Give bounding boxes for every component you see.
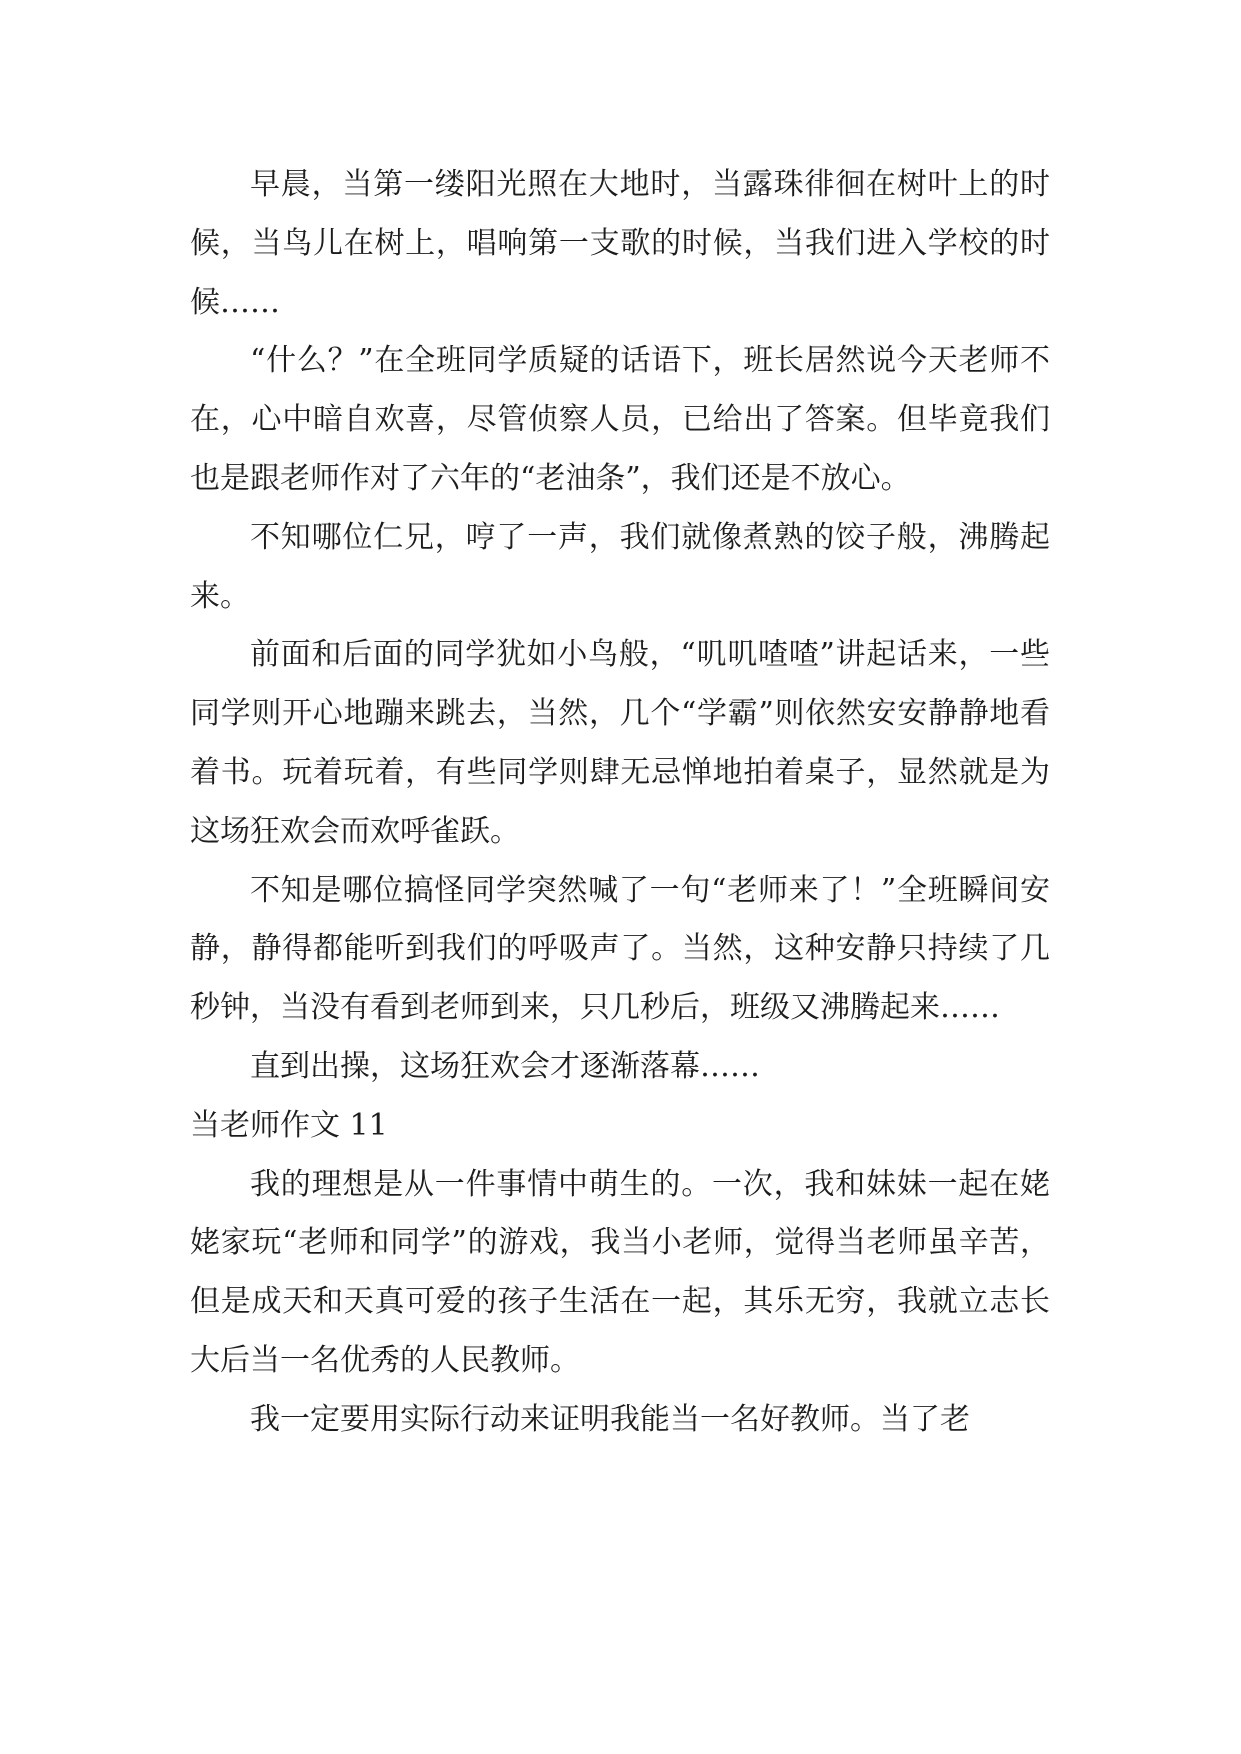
paragraph-what: “什么？”在全班同学质疑的话语下，班长居然说今天老师不在，心中暗自欢喜，尽管侦察人员，已给出了答案。但毕竟我们也是跟老师作对了六年的“老油条”，我们还是不放心。 bbox=[190, 343, 1050, 496]
section-heading: 当老师作文 11 bbox=[190, 1107, 388, 1143]
paragraph-ideal: 我的理想是从一件事情中萌生的。一次，我和妹妹一起在姥姥家玩“老师和同学”的游戏，我当小老师，觉得当老师虽辛苦，但是成天和天真可爱的孩子生活在一起，其乐无穷，我就立志长大后当一名优秀的人民教师。 bbox=[190, 1166, 1050, 1378]
paragraph-boiling: 不知哪位仁兄，哼了一声，我们就像煮熟的饺子般，沸腾起来。 bbox=[190, 519, 1050, 614]
paragraph-chatter: 前面和后面的同学犹如小鸟般，“叽叽喳喳”讲起话来，一些同学则开心地蹦来跳去，当然，几个“学霸”则依然安安静静地看着书。玩着玩着，有些同学则肆无忌惮地拍着桌子，显然就是为这场狂欢会而欢呼雀跃。 bbox=[190, 637, 1050, 849]
paragraph-morning: 早晨，当第一缕阳光照在大地时，当露珠徘徊在树叶上的时候，当鸟儿在树上，唱响第一支歌的时候，当我们进入学校的时候…… bbox=[190, 167, 1050, 320]
paragraph-teacher-coming: 不知是哪位搞怪同学突然喊了一句“老师来了！”全班瞬间安静，静得都能听到我们的呼吸声了。当然，这种安静只持续了几秒钟，当没有看到老师到来，只几秒后，班级又沸腾起来…… bbox=[190, 872, 1050, 1026]
paragraph-prove: 我一定要用实际行动来证明我能当一名好教师。当了老 bbox=[250, 1401, 970, 1437]
document-body bbox=[190, 156, 1050, 1450]
paragraph-ending: 直到出操，这场狂欢会才逐渐落幕…… bbox=[250, 1048, 760, 1084]
